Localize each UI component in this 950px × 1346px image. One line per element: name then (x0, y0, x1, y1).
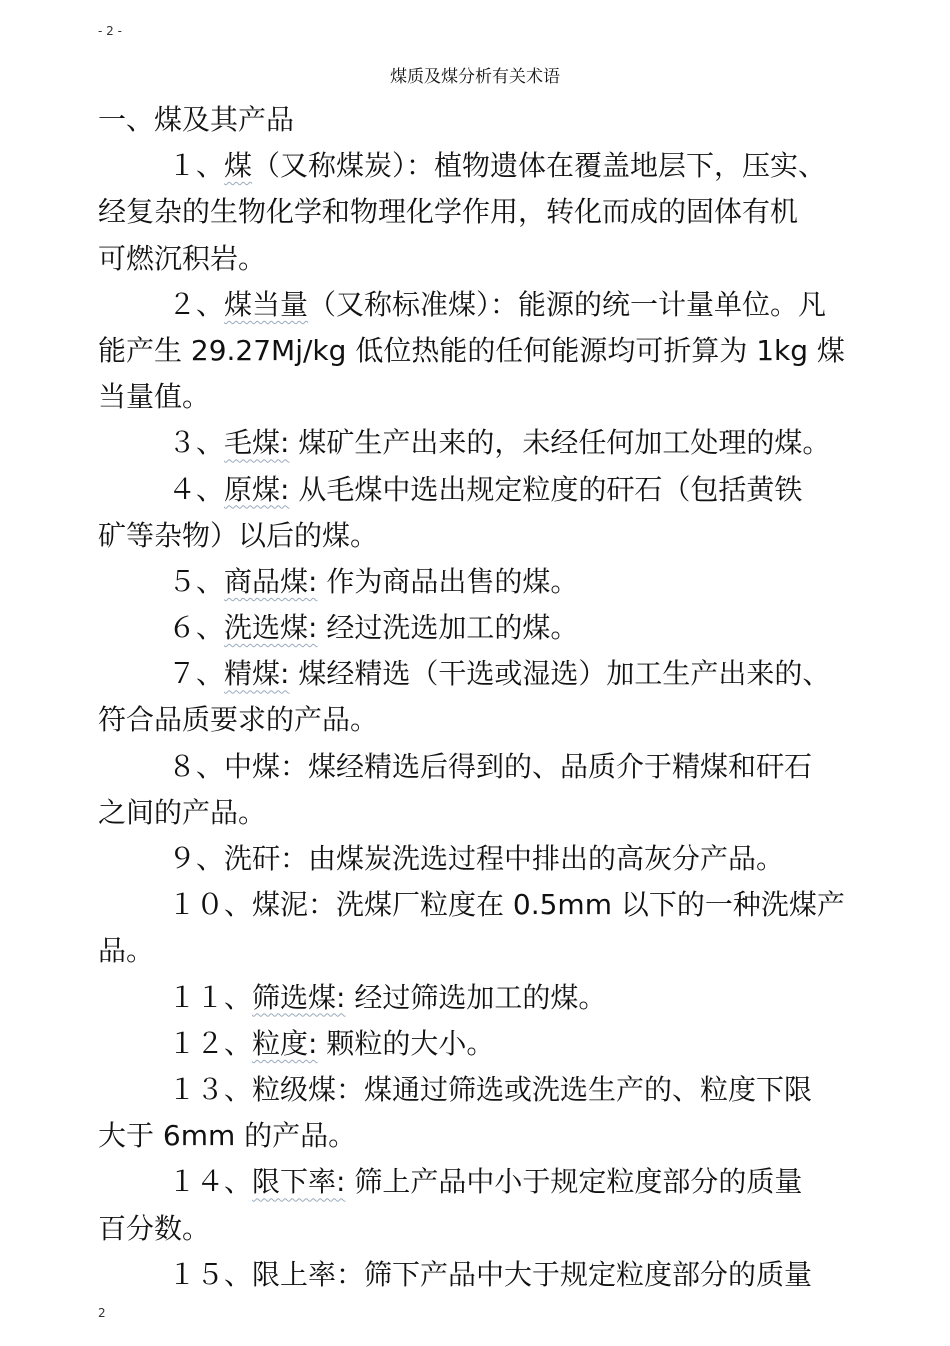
line-text: １３、粒级煤：煤通过筛选或洗选生产的、粒度下限 (168, 1072, 813, 1106)
line-text: 百分数。 (98, 1211, 211, 1245)
line-text: 符合品质要求的产品。 (98, 703, 379, 737)
line-text: 当量值。 (98, 380, 211, 414)
text-line (98, 282, 918, 328)
term-definition: 筛上产品中小于规定粒度部分的质量 (345, 1165, 803, 1199)
text-line (98, 1206, 918, 1252)
text-line (98, 1113, 918, 1159)
line-text: ９、洗矸：由煤炭洗选过程中排出的高灰分产品。 (168, 842, 785, 875)
term-definition: 从毛煤中选出规定粒度的矸石（包括黄铁 (289, 472, 803, 506)
document-body (98, 97, 918, 1298)
text-line (98, 374, 918, 420)
text-line (98, 744, 918, 790)
text-line (98, 143, 918, 189)
line-text: 之间的产品。 (98, 795, 267, 829)
line-text: ３、 (168, 426, 225, 460)
page-label-top: - 2 - (98, 24, 122, 38)
term-definition: （又称煤炭）：植物遗体在覆盖地层下，压实、 (252, 149, 827, 183)
text-line (98, 697, 918, 743)
line-text: 经复杂的生物化学和物理化学作用，转化而成的固体有机 (98, 195, 799, 229)
line-text: １１、 (168, 980, 253, 1014)
term-definition: 经过筛选加工的煤。 (345, 980, 607, 1014)
text-line (98, 467, 918, 513)
text-line (98, 513, 918, 559)
text-line (98, 836, 918, 882)
text-line (98, 790, 918, 836)
text-line (98, 236, 918, 282)
line-text: 可燃沉积岩。 (98, 241, 267, 275)
text-line (98, 1159, 918, 1205)
line-text: １４、 (168, 1165, 253, 1199)
text-line (98, 559, 918, 605)
term-label: 原煤: (224, 472, 290, 506)
line-text: １２、 (168, 1026, 253, 1060)
line-text: ５、 (168, 564, 225, 598)
text-line (98, 975, 918, 1021)
term-label: 筛选煤: (252, 980, 346, 1014)
term-label: 煤当量 (224, 287, 309, 321)
term-definition: 煤经精选（干选或湿选）加工生产出来的、 (289, 657, 831, 691)
line-text: ８、中煤：煤经精选后得到的、品质介于精煤和矸石 (168, 749, 813, 783)
text-line (98, 97, 918, 143)
text-line (98, 189, 918, 235)
term-label: 毛煤: (224, 426, 290, 460)
text-line (98, 605, 918, 651)
term-label: 煤 (224, 149, 253, 183)
line-text: ４、 (168, 472, 225, 506)
text-line (98, 928, 918, 974)
line-text: 一、煤及其产品 (98, 103, 295, 136)
line-text: １５、限上率：筛下产品中大于规定粒度部分的质量 (168, 1257, 813, 1291)
text-line (98, 420, 918, 466)
line-text: １、 (168, 149, 225, 183)
text-line (98, 1252, 918, 1298)
line-text: ２、 (168, 287, 225, 321)
line-text: ６、 (168, 611, 225, 645)
text-line (98, 328, 918, 374)
term-label: 商品煤: (224, 564, 318, 598)
line-text: 能产生 29.27Mj/kg 低位热能的任何能源均可折算为 1kg 煤 (98, 333, 845, 367)
term-label: 精煤: (224, 657, 290, 691)
line-text: 大于 6mm 的产品。 (98, 1119, 357, 1153)
term-definition: 作为商品出售的煤。 (317, 564, 579, 598)
text-line (98, 1067, 918, 1113)
text-line (98, 651, 918, 697)
term-definition: 颗粒的大小。 (317, 1026, 495, 1060)
line-text: 品。 (98, 934, 155, 968)
page-number-bottom: 2 (98, 1306, 106, 1320)
term-definition: 煤矿生产出来的，未经任何加工处理的煤。 (289, 426, 831, 460)
term-label: 限下率: (252, 1165, 346, 1199)
line-text: １０、煤泥：洗煤厂粒度在 0.5mm 以下的一种洗煤产 (168, 888, 845, 922)
text-line (98, 1021, 918, 1067)
term-label: 粒度: (252, 1026, 318, 1060)
text-line (98, 882, 918, 928)
term-definition: 经过洗选加工的煤。 (317, 611, 579, 645)
term-label: 洗选煤: (224, 611, 318, 645)
document-title: 煤质及煤分析有关术语 (390, 67, 560, 87)
term-definition: （又称标准煤）：能源的统一计量单位。凡 (308, 287, 827, 321)
line-text: ７、 (168, 657, 225, 691)
line-text: 矿等杂物）以后的煤。 (98, 518, 379, 552)
